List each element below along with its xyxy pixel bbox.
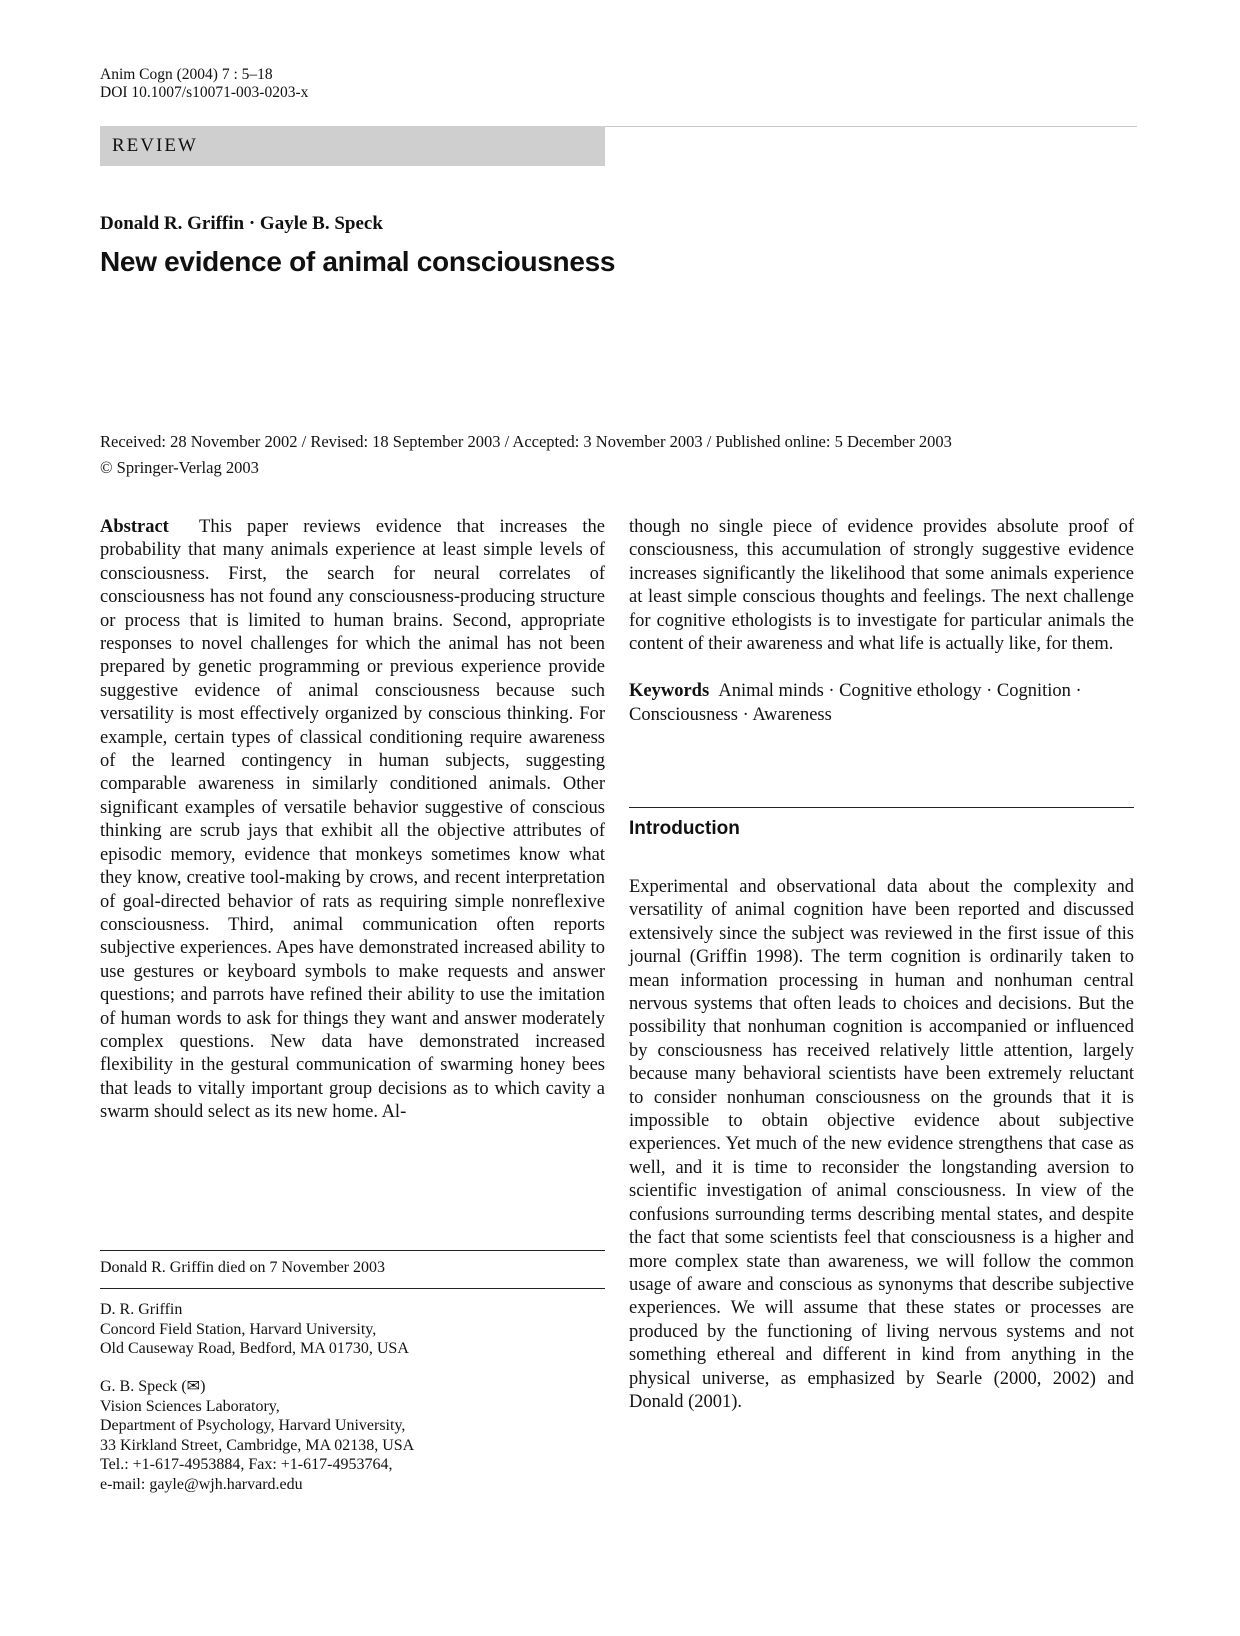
address-line: D. R. Griffin bbox=[100, 1301, 183, 1318]
keywords-text: Animal minds · Cognitive ethology · Cognition · Consciousness · Awareness bbox=[629, 681, 1082, 725]
address-griffin bbox=[100, 1300, 605, 1359]
footnote-rule-bottom bbox=[100, 1288, 605, 1289]
address-line: Department of Psychology, Harvard University, bbox=[100, 1417, 406, 1434]
introduction-paragraph: Experimental and observational data about the complexity and versatility of animal cognition have been reported and discussed extensively since the subject was reviewed in the first issue of this journal (Griffin 1998). The term cognition is ordinarily taken to mean information processing in human and nonhuman central nervous systems that often leads to choices and decisions. But the possibility that nonhuman cognition is accompanied or influenced by consciousness has received relatively little attention, largely because many behavioral scientists have been extremely reluctant to consider nonhuman consciousness on the grounds that it is impossible to obtain objective evidence about subjective experiences. Yet much of the new evidence strengthens that case as well, and it is time to reconsider the longstanding aversion to scientific investigation of animal consciousness. In view of the confusions surrounding terms describing mental states, and despite the fact that some scientists feel that consciousness is a higher and more complex state than awareness, we will follow the common usage of aware and conscious as synonyms that describe subjective experiences. We will assume that these states or processes are produced by the functioning of living nervous systems and not something ethereal and different in kind from anything in the physical universe, as emphasized by Searle (2000, 2002) and Donald (2001). bbox=[629, 877, 1134, 1412]
journal-citation: Anim Cogn (2004) 7 : 5–18 bbox=[100, 66, 273, 83]
email-line: e-mail: gayle@wjh.harvard.edu bbox=[100, 1475, 303, 1493]
author-list: Donald R. Griffin · Gayle B. Speck bbox=[100, 213, 383, 234]
abstract-text-part2: though no single piece of evidence provides absolute proof of consciousness, this accumulation of strongly suggestive evidence increases significantly the likelihood that some animals experience at least simple conscious thoughts and feelings. The next challenge for cognitive ethologists is to investigate for particular animals the content of their awareness and what life is actually like, for them. bbox=[629, 517, 1134, 655]
keywords-label: Keywords bbox=[629, 681, 710, 702]
address-line: Tel.: +1-617-4953884, Fax: +1-617-4953764, bbox=[100, 1456, 393, 1473]
section-rule bbox=[629, 807, 1134, 808]
abstract-label: Abstract bbox=[100, 517, 169, 537]
abstract-text-part1: This paper reviews evidence that increases the probability that many animals experience at least simple levels of consciousness. First, the search for neural correlates of consciousness has not found any consciousness-producing structure or process that is limited to human brains. Second, appropriate responses to novel challenges for which the animal has not been prepared by genetic programming or previous experience provide suggestive evidence of animal consciousness because such versatility is most effectively organized by conscious thinking. For example, certain types of classical conditioning require awareness of the learned contingency in human subjects, suggesting comparable awareness in similarly conditioned animals. Other significant examples of versatile behavior suggestive of conscious thinking are scrub jays that exhibit all the objective attributes of episodic memory, evidence that monkeys sometimes know what they know, creative tool-making by crows, and recent interpretation of goal-directed behavior of rats as requiring simple nonreflexive consciousness. Third, animal communication often reports subjective experiences. Apes have demonstrated increased ability to use gestures or keyboard symbols to make requests and answer questions; and parrots have refined their ability to use the imitation of human words to ask for things they want and answer moderately complex questions. New data have demonstrated increased flexibility in the gestural communication of swarming honey bees that leads to vitally important group decisions as to which cavity a swarm should select as its new home. Al- bbox=[100, 517, 605, 1123]
address-line: 33 Kirkland Street, Cambridge, MA 02138, USA bbox=[100, 1436, 415, 1454]
footnote-rule-top bbox=[100, 1250, 605, 1251]
section-banner bbox=[100, 126, 605, 166]
banner-rule bbox=[605, 126, 1137, 127]
abstract-paragraph bbox=[100, 516, 605, 1125]
journal-doi: DOI 10.1007/s10071-003-0203-x bbox=[100, 84, 309, 101]
address-speck bbox=[100, 1377, 605, 1494]
abstract-column-right bbox=[629, 516, 1134, 727]
copyright: © Springer-Verlag 2003 bbox=[100, 458, 259, 477]
address-line: Vision Sciences Laboratory, bbox=[100, 1397, 280, 1415]
date-history: Received: 28 November 2002 / Revised: 18 September 2003 / Accepted: 3 November 2003 / Published online: 5 December 2003 bbox=[100, 432, 952, 451]
section-label: REVIEW bbox=[112, 135, 198, 156]
journal-header bbox=[100, 66, 308, 102]
introduction-heading: Introduction bbox=[629, 818, 740, 839]
paper-title: New evidence of animal consciousness bbox=[100, 246, 616, 277]
publication-dates bbox=[100, 429, 952, 481]
address-line: Old Causeway Road, Bedford, MA 01730, USA bbox=[100, 1340, 409, 1357]
address-line: G. B. Speck (✉) bbox=[100, 1378, 206, 1395]
keywords-paragraph bbox=[629, 680, 1134, 727]
abstract-column-left bbox=[100, 516, 605, 1125]
address-line: Concord Field Station, Harvard University, bbox=[100, 1320, 377, 1338]
introduction-body bbox=[629, 876, 1134, 1414]
footnote: Donald R. Griffin died on 7 November 2003 bbox=[100, 1259, 385, 1276]
